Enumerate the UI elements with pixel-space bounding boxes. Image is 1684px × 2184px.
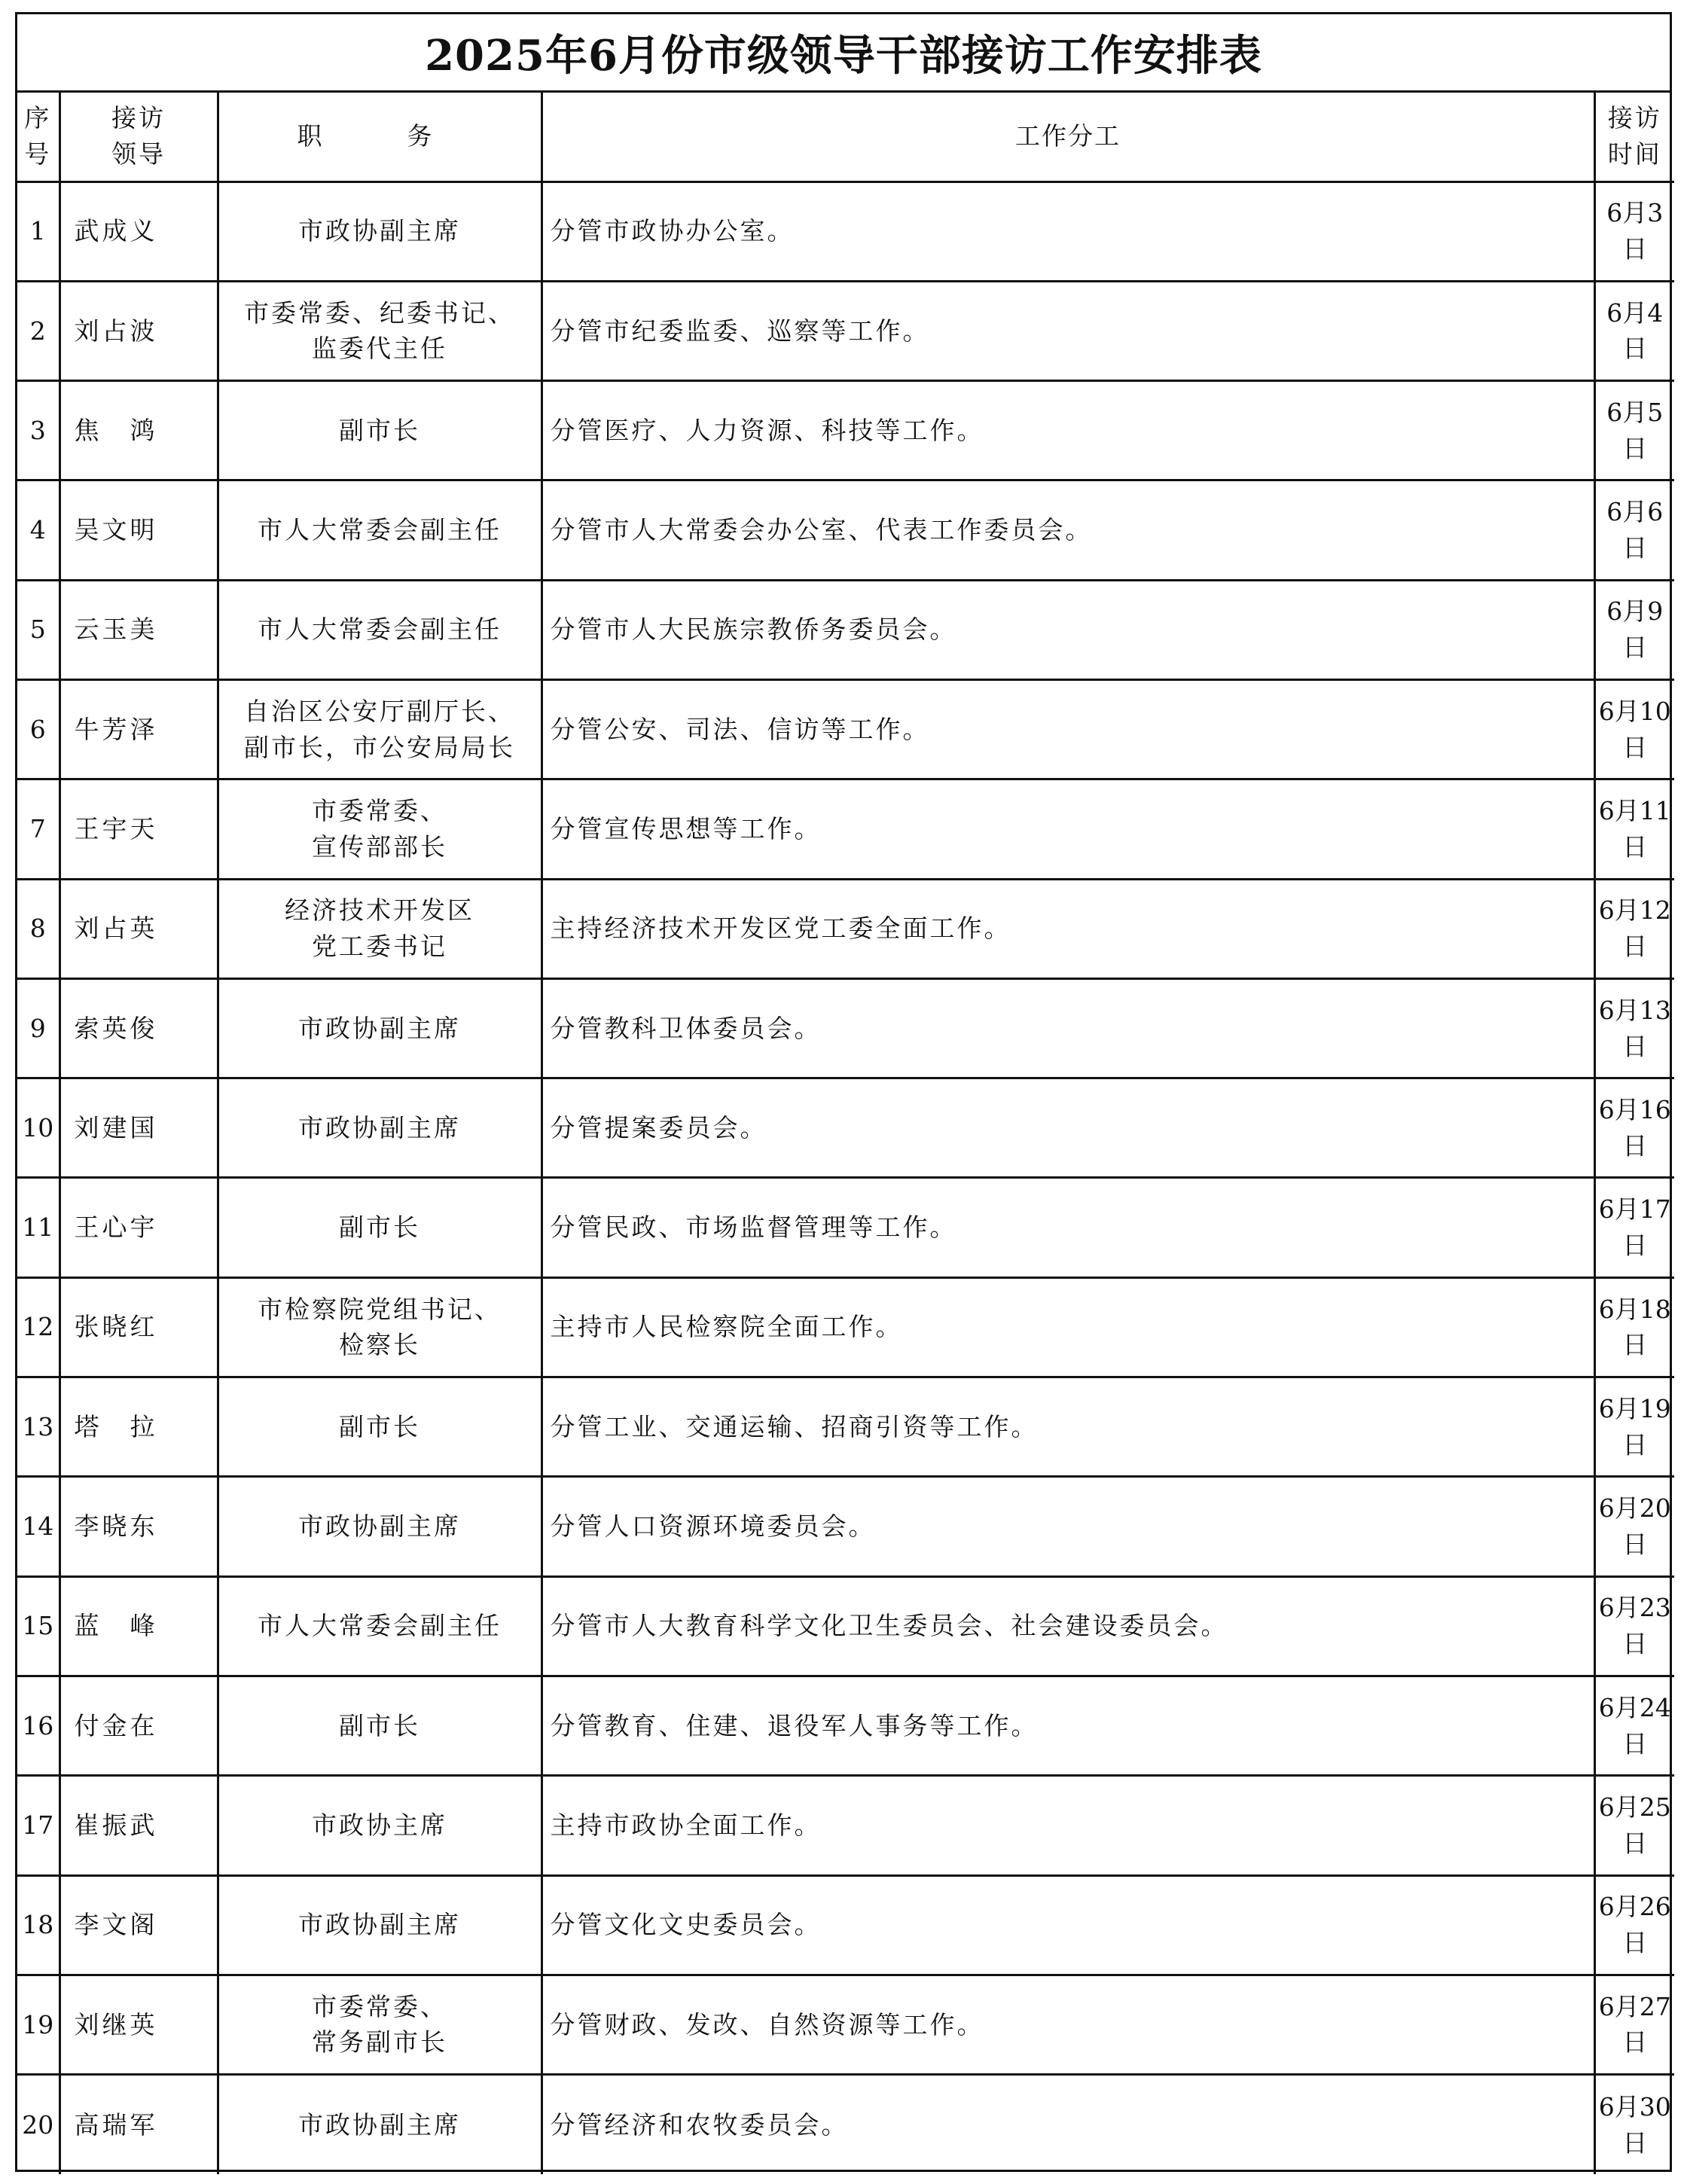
table-row xyxy=(17,1776,1674,1875)
leader-name: 武成义 xyxy=(59,181,218,281)
row-number: 19 xyxy=(17,1975,59,2074)
table-row xyxy=(17,1676,1674,1775)
table-row xyxy=(17,879,1674,978)
table-row xyxy=(17,779,1674,879)
work-assignment: 分管医疗、人力资源、科技等工作。 xyxy=(542,381,1594,480)
leader-name: 刘建国 xyxy=(59,1078,218,1178)
table-row xyxy=(17,580,1674,679)
table-row xyxy=(17,480,1674,580)
row-number: 8 xyxy=(17,879,59,978)
table-row xyxy=(17,1975,1674,2074)
reception-date: 6月30日 xyxy=(1594,2075,1674,2174)
header-position: 职 务 xyxy=(218,93,542,181)
leader-position: 市委常委、 常务副市长 xyxy=(218,1975,542,2074)
row-number: 16 xyxy=(17,1676,59,1775)
leader-name: 高瑞军 xyxy=(59,2075,218,2174)
schedule-sheet xyxy=(15,12,1672,2172)
table-row xyxy=(17,1875,1674,1975)
reception-date: 6月9日 xyxy=(1594,580,1674,679)
row-number: 10 xyxy=(17,1078,59,1178)
leader-position: 经济技术开发区 党工委书记 xyxy=(218,879,542,978)
reception-date: 6月10日 xyxy=(1594,679,1674,779)
row-number: 9 xyxy=(17,978,59,1078)
table-row xyxy=(17,181,1674,281)
reception-date: 6月27日 xyxy=(1594,1975,1674,2074)
row-number: 6 xyxy=(17,679,59,779)
reception-date: 6月25日 xyxy=(1594,1776,1674,1875)
work-assignment: 分管市人大常委会办公室、代表工作委员会。 xyxy=(542,480,1594,580)
reception-date: 6月11日 xyxy=(1594,779,1674,879)
work-assignment: 分管财政、发改、自然资源等工作。 xyxy=(542,1975,1594,2074)
work-assignment: 主持市政协全面工作。 xyxy=(542,1776,1594,1875)
work-assignment: 主持经济技术开发区党工委全面工作。 xyxy=(542,879,1594,978)
work-assignment: 分管公安、司法、信访等工作。 xyxy=(542,679,1594,779)
leader-name: 牛芳泽 xyxy=(59,679,218,779)
reception-date: 6月6日 xyxy=(1594,480,1674,580)
leader-name: 塔 拉 xyxy=(59,1377,218,1477)
leader-position: 市政协副主席 xyxy=(218,1875,542,1975)
header-date: 接访 时间 xyxy=(1594,93,1674,181)
reception-date: 6月4日 xyxy=(1594,281,1674,380)
table-header-row xyxy=(17,93,1674,181)
leader-position: 市人大常委会副主任 xyxy=(218,580,542,679)
row-number: 14 xyxy=(17,1477,59,1576)
leader-position: 市人大常委会副主任 xyxy=(218,1576,542,1676)
row-number: 2 xyxy=(17,281,59,380)
leader-position: 副市长 xyxy=(218,1676,542,1775)
table-row xyxy=(17,978,1674,1078)
leader-name: 张晓红 xyxy=(59,1277,218,1377)
header-work: 工作分工 xyxy=(542,93,1594,181)
leader-name: 王心宇 xyxy=(59,1178,218,1277)
leader-name: 吴文明 xyxy=(59,480,218,580)
leader-position: 市政协主席 xyxy=(218,1776,542,1875)
row-number: 18 xyxy=(17,1875,59,1975)
reception-date: 6月13日 xyxy=(1594,978,1674,1078)
table-row xyxy=(17,1078,1674,1178)
row-number: 7 xyxy=(17,779,59,879)
work-assignment: 分管文化文史委员会。 xyxy=(542,1875,1594,1975)
row-number: 20 xyxy=(17,2075,59,2174)
leader-name: 李晓东 xyxy=(59,1477,218,1576)
leader-name: 云玉美 xyxy=(59,580,218,679)
work-assignment: 分管市人大教育科学文化卫生委员会、社会建设委员会。 xyxy=(542,1576,1594,1676)
reception-date: 6月16日 xyxy=(1594,1078,1674,1178)
reception-date: 6月12日 xyxy=(1594,879,1674,978)
header-leader: 接访 领导 xyxy=(59,93,218,181)
leader-name: 焦 鸿 xyxy=(59,381,218,480)
work-assignment: 分管市人大民族宗教侨务委员会。 xyxy=(542,580,1594,679)
row-number: 3 xyxy=(17,381,59,480)
table-row xyxy=(17,1477,1674,1576)
row-number: 11 xyxy=(17,1178,59,1277)
leader-position: 副市长 xyxy=(218,1377,542,1477)
reception-date: 6月17日 xyxy=(1594,1178,1674,1277)
row-number: 5 xyxy=(17,580,59,679)
work-assignment: 分管教育、住建、退役军人事务等工作。 xyxy=(542,1676,1594,1775)
reception-date: 6月24日 xyxy=(1594,1676,1674,1775)
leader-position: 市政协副主席 xyxy=(218,2075,542,2174)
leader-position: 市政协副主席 xyxy=(218,1078,542,1178)
reception-date: 6月23日 xyxy=(1594,1576,1674,1676)
reception-date: 6月26日 xyxy=(1594,1875,1674,1975)
row-number: 1 xyxy=(17,181,59,281)
leader-name: 李文阁 xyxy=(59,1875,218,1975)
table-row xyxy=(17,2075,1674,2174)
leader-position: 副市长 xyxy=(218,381,542,480)
reception-date: 6月5日 xyxy=(1594,381,1674,480)
table-row xyxy=(17,381,1674,480)
leader-name: 付金在 xyxy=(59,1676,218,1775)
reception-date: 6月19日 xyxy=(1594,1377,1674,1477)
row-number: 4 xyxy=(17,480,59,580)
leader-position: 市政协副主席 xyxy=(218,181,542,281)
work-assignment: 分管人口资源环境委员会。 xyxy=(542,1477,1594,1576)
work-assignment: 分管经济和农牧委员会。 xyxy=(542,2075,1594,2174)
leader-position: 副市长 xyxy=(218,1178,542,1277)
leader-name: 蓝 峰 xyxy=(59,1576,218,1676)
header-no: 序 号 xyxy=(17,93,59,181)
leader-name: 刘占波 xyxy=(59,281,218,380)
leader-name: 刘占英 xyxy=(59,879,218,978)
reception-date: 6月18日 xyxy=(1594,1277,1674,1377)
page-title: 2025年6月份市级领导干部接访工作安排表 xyxy=(17,14,1670,93)
row-number: 15 xyxy=(17,1576,59,1676)
table-row xyxy=(17,281,1674,380)
table-row xyxy=(17,1277,1674,1377)
table-row xyxy=(17,1377,1674,1477)
leader-position: 市人大常委会副主任 xyxy=(218,480,542,580)
work-assignment: 主持市人民检察院全面工作。 xyxy=(542,1277,1594,1377)
row-number: 12 xyxy=(17,1277,59,1377)
reception-date: 6月20日 xyxy=(1594,1477,1674,1576)
work-assignment: 分管教科卫体委员会。 xyxy=(542,978,1594,1078)
leader-position: 市政协副主席 xyxy=(218,978,542,1078)
work-assignment: 分管市政协办公室。 xyxy=(542,181,1594,281)
work-assignment: 分管宣传思想等工作。 xyxy=(542,779,1594,879)
leader-position: 市检察院党组书记、 检察长 xyxy=(218,1277,542,1377)
reception-date: 6月3日 xyxy=(1594,181,1674,281)
leader-name: 王宇天 xyxy=(59,779,218,879)
work-assignment: 分管工业、交通运输、招商引资等工作。 xyxy=(542,1377,1594,1477)
leader-position: 市政协副主席 xyxy=(218,1477,542,1576)
leader-position: 市委常委、纪委书记、 监委代主任 xyxy=(218,281,542,380)
work-assignment: 分管市纪委监委、巡察等工作。 xyxy=(542,281,1594,380)
row-number: 17 xyxy=(17,1776,59,1875)
leader-name: 索英俊 xyxy=(59,978,218,1078)
leader-position: 自治区公安厅副厅长、 副市长，市公安局局长 xyxy=(218,679,542,779)
work-assignment: 分管民政、市场监督管理等工作。 xyxy=(542,1178,1594,1277)
table-row xyxy=(17,679,1674,779)
leader-position: 市委常委、 宣传部部长 xyxy=(218,779,542,879)
leader-name: 刘继英 xyxy=(59,1975,218,2074)
work-assignment: 分管提案委员会。 xyxy=(542,1078,1594,1178)
row-number: 13 xyxy=(17,1377,59,1477)
table-row xyxy=(17,1576,1674,1676)
leader-name: 崔振武 xyxy=(59,1776,218,1875)
table-row xyxy=(17,1178,1674,1277)
schedule-table xyxy=(17,93,1674,2174)
